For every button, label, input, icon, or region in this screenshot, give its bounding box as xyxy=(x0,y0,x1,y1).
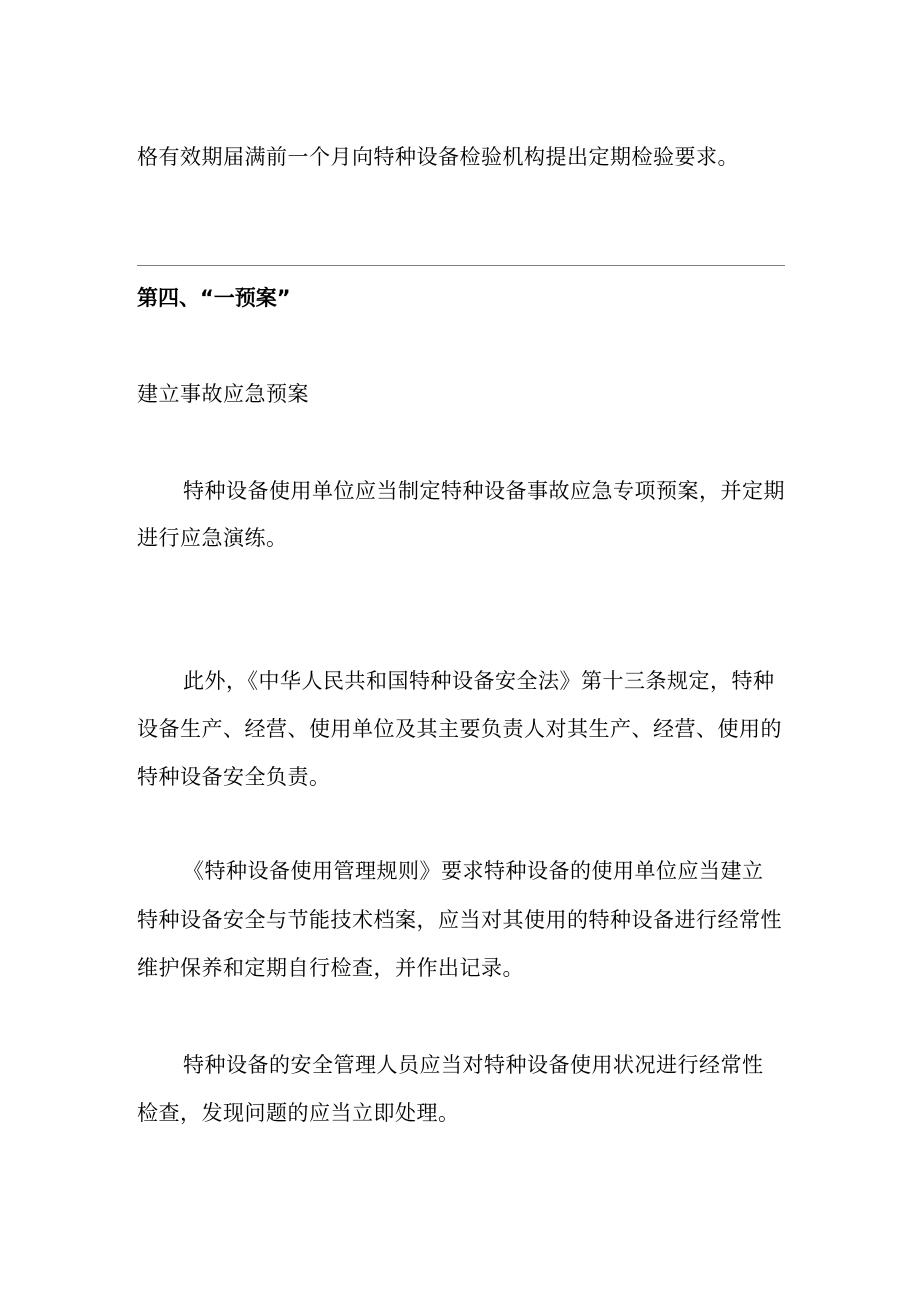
paragraph-line: 特种设备安全负责。 xyxy=(137,765,331,789)
subheading: 建立事故应急预案 xyxy=(137,382,309,406)
intro-text-line: 格有效期届满前一个月向特种设备检验机构提出定期检验要求。 xyxy=(137,145,739,169)
section-heading: 第四、“一预案” xyxy=(137,286,291,310)
paragraph-line: 检查，发现问题的应当立即处理。 xyxy=(137,1101,460,1125)
paragraph-line: 《特种设备使用管理规则》要求特种设备的使用单位应当建立 xyxy=(183,859,764,883)
paragraph-line: 设备生产、经营、使用单位及其主要负责人对其生产、经营、使用的 xyxy=(137,717,782,741)
section-divider xyxy=(137,265,785,266)
paragraph-line: 特种设备安全与节能技术档案，应当对其使用的特种设备进行经常性 xyxy=(137,908,782,932)
paragraph-line: 进行应急演练。 xyxy=(137,526,288,550)
paragraph-line: 特种设备的安全管理人员应当对特种设备使用状况进行经常性 xyxy=(183,1053,764,1077)
paragraph-line: 维护保养和定期自行检查，并作出记录。 xyxy=(137,956,524,980)
paragraph-line: 此外，《中华人民共和国特种设备安全法》第十三条规定，特种 xyxy=(183,669,775,693)
paragraph-line: 特种设备使用单位应当制定特种设备事故应急专项预案，并定期 xyxy=(183,479,785,503)
